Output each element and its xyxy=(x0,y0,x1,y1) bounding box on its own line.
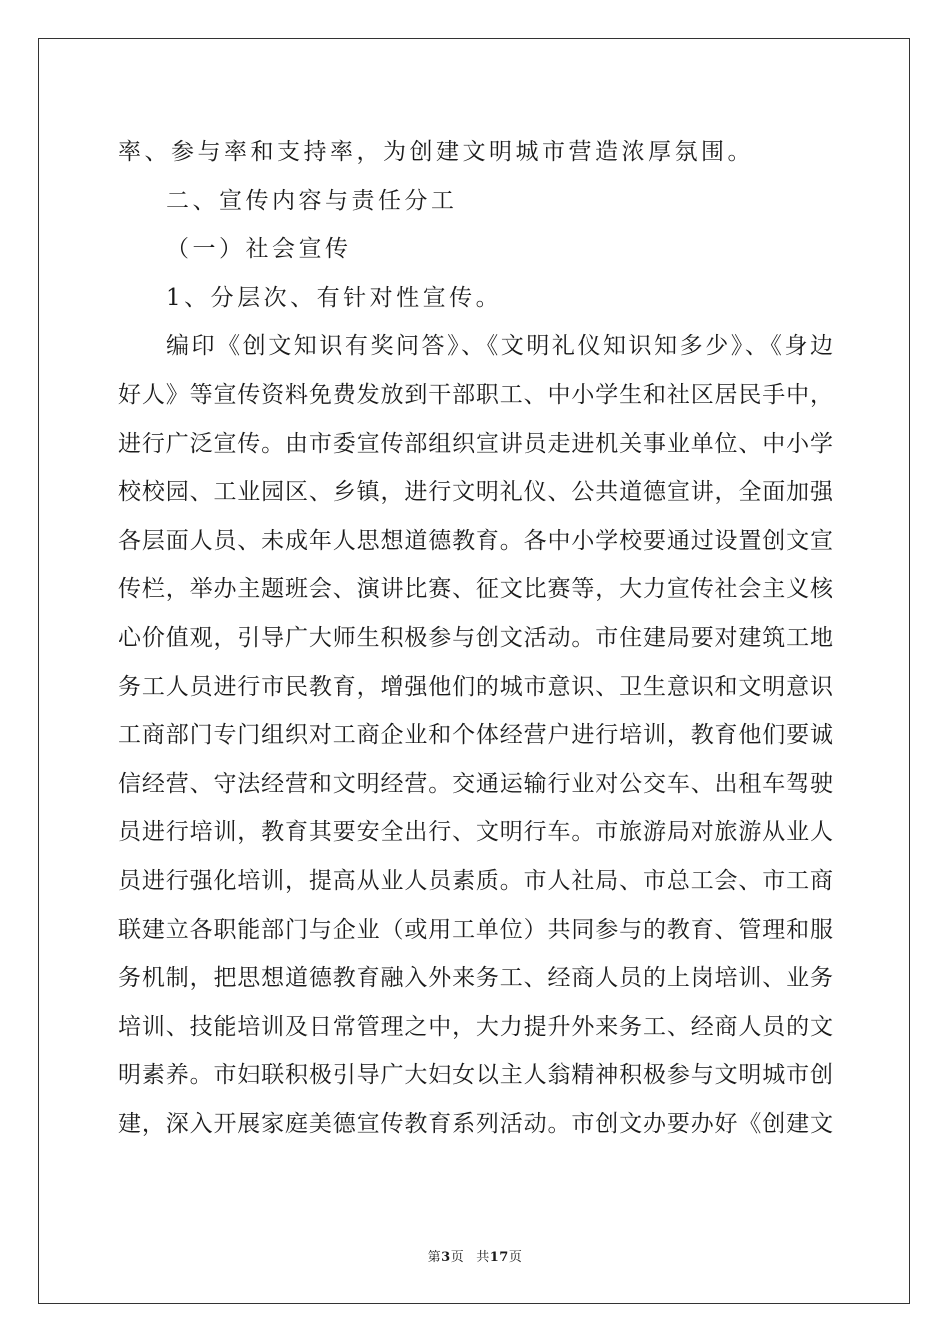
current-page-number: 3 xyxy=(441,1250,451,1265)
text-line: 联建立各职能部门与企业（或用工单位）共同参与的教育、管理和服 xyxy=(118,916,833,943)
text-line: 培训、技能培训及日常管理之中，大力提升外来务工、经商人员的文 xyxy=(118,1013,833,1040)
text-line: 各层面人员、未成年人思想道德教育。各中小学校要通过设置创文宣 xyxy=(118,527,833,554)
text-line: 员进行强化培训，提高从业人员素质。市人社局、市总工会、市工商 xyxy=(118,867,833,894)
text-line: 工商部门专门组织对工商企业和个体经营户进行培训，教育他们要诚 xyxy=(118,722,833,749)
text-line: 率、参与率和支持率，为创建文明城市营造浓厚氛围。 xyxy=(118,139,754,165)
total-page-number: 17 xyxy=(489,1250,509,1265)
text-line: 建，深入开展家庭美德宣传教育系列活动。市创文办要办好《创建文 xyxy=(118,1110,833,1137)
text-line: 进行广泛宣传。由市委宣传部组织宣讲员走进机关事业单位、中小学 xyxy=(118,430,833,457)
text-line: 好人》等宣传资料免费发放到干部职工、中小学生和社区居民手中， xyxy=(118,381,833,408)
text-line: （一）社会宣传 xyxy=(166,236,352,263)
text-line: 1、分层次、有针对性宣传。 xyxy=(166,284,503,311)
page-prefix: 第 xyxy=(427,1250,442,1265)
page-suffix: 页 xyxy=(450,1250,465,1265)
text-line: 校校园、工业园区、乡镇，进行文明礼仪、公共道德宣讲，全面加强 xyxy=(118,479,833,506)
total-prefix: 共 xyxy=(476,1250,490,1265)
document-body xyxy=(118,128,833,1148)
text-line: 员进行培训，教育其要安全出行、文明行车。市旅游局对旅游从业人 xyxy=(118,819,833,846)
text-line: 编印《创文知识有奖问答》、《文明礼仪知识知多少》、《身边 xyxy=(166,333,833,360)
text-line: 务工人员进行市民教育，增强他们的城市意识、卫生意识和文明意识 xyxy=(118,673,833,700)
text-line: 心价值观，引导广大师生积极参与创文活动。市住建局要对建筑工地 xyxy=(118,624,833,651)
text-line: 信经营、守法经营和文明经营。交通运输行业对公交车、出租车驾驶 xyxy=(118,770,833,797)
text-line: 二、宣传内容与责任分工 xyxy=(166,187,458,214)
total-suffix: 页 xyxy=(508,1250,523,1265)
text-line: 传栏，举办主题班会、演讲比赛、征文比赛等，大力宣传社会主义核 xyxy=(118,576,833,603)
text-line: 务机制，把思想道德教育融入外来务工、经商人员的上岗培训、业务 xyxy=(118,965,833,992)
text-line: 明素养。市妇联积极引导广大妇女以主人翁精神积极参与文明城市创 xyxy=(118,1062,833,1089)
page-footer xyxy=(0,1246,950,1265)
